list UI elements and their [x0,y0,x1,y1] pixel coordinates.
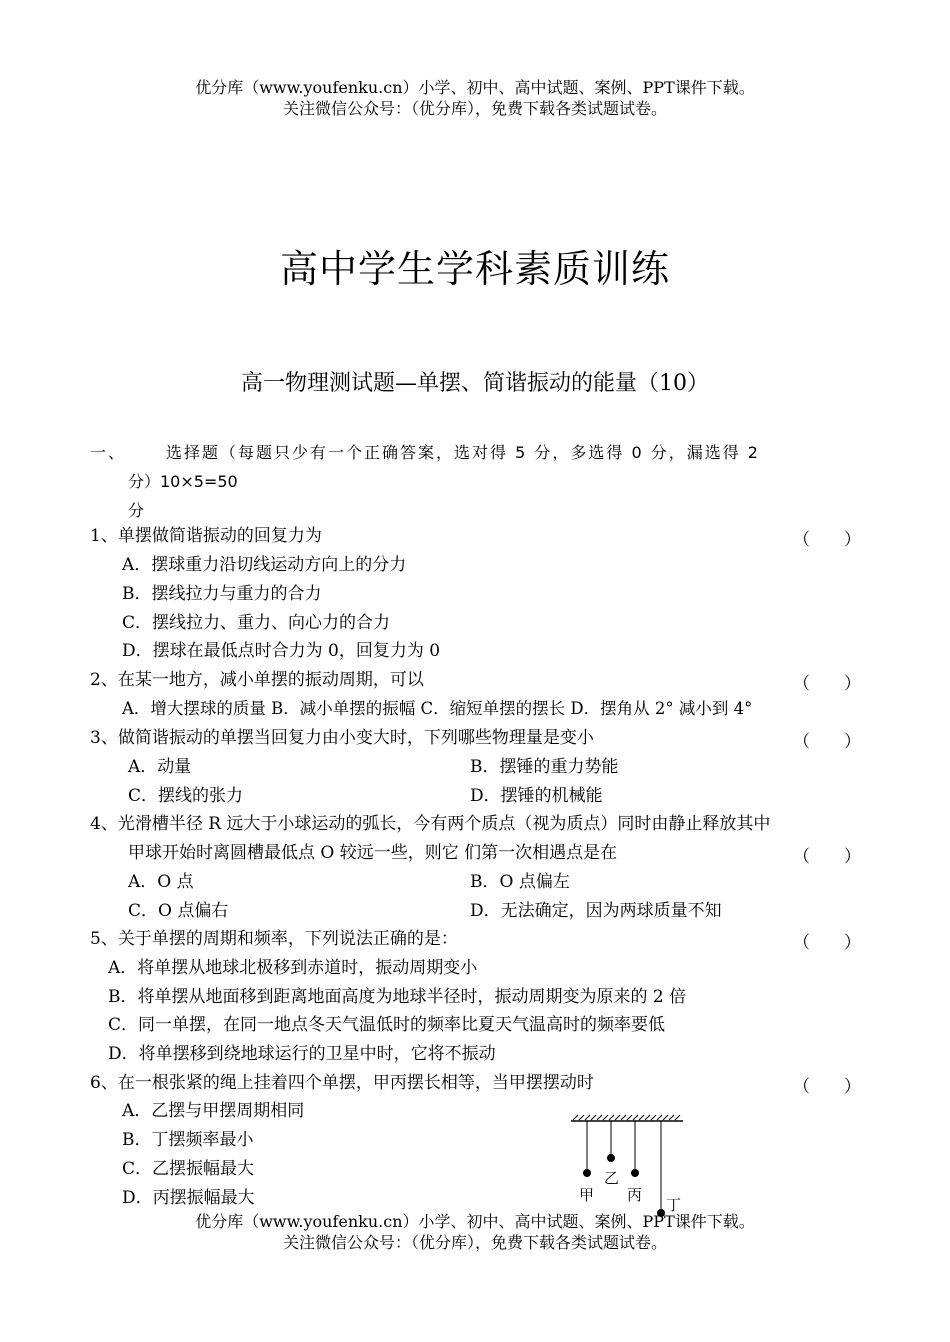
question-4-stem: 4、光滑槽半径 R 远大于小球运动的弧长，今有两个质点（视为质点）同时由静止释放其中 [90,814,771,834]
pendulum-ding [657,1121,681,1217]
answer-paren-5: （ ） [793,933,861,953]
q6-option-b: B．丁摆频率最小 [122,1130,254,1150]
section-instructions-cont2: 分 [128,501,147,520]
q6-option-c: C．乙摆振幅最大 [122,1159,255,1179]
answer-paren-4: （ ） [793,847,861,867]
q3-option-b: B．摆锤的重力势能 [470,757,619,777]
q5-option-b: B．将单摆从地面移到距离地面高度为地球半径时，振动周期变为原来的 2 倍 [108,987,687,1007]
q1-option-d: D．摆球在最低点时合力为 0，回复力为 0 [122,641,441,661]
q3-option-d: D．摆锤的机械能 [470,786,603,806]
pendulum-jia [579,1121,594,1204]
question-1-stem: 1、单摆做简谐振动的回复力为 [90,526,322,546]
q1-option-a: A．摆球重力沿切线运动方向上的分力 [122,555,407,575]
pendulum-bob-jia [583,1169,591,1177]
q6-option-d: D．丙摆振幅最大 [122,1188,255,1208]
question-5-stem: 5、关于单摆的周期和频率，下列说法正确的是： [90,929,458,949]
label-bing: 丙 [627,1186,643,1204]
section-instructions-cont: 分）10×5=50 [128,472,238,491]
page-title: 高中学生学科素质训练 [279,247,670,291]
question-3-stem: 3、做简谐振动的单摆当回复力由小变大时，下列哪些物理量是变小 [90,728,594,748]
section-instructions: 选择题（每题只少有一个正确答案，选对得 5 分，多选得 0 分，漏选得 2 [166,443,760,462]
footer-line-1: 优分库（www.youfenku.cn）小学、初中、高中试题、案例、PPT课件下载。 [195,1212,755,1231]
question-6-stem: 6、在一根张紧的绳上挂着四个单摆，甲丙摆长相等，当甲摆摆动时 [90,1073,594,1093]
answer-paren-1: （ ） [793,530,861,550]
q3-option-c: C．摆线的张力 [128,786,244,806]
pendulum-bob-yi [607,1154,615,1162]
q4-option-b: B．O 点偏左 [470,872,570,892]
label-yi: 乙 [604,1169,620,1187]
answer-paren-3: （ ） [793,732,861,752]
answer-paren-6: （ ） [793,1077,861,1097]
q1-option-c: C．摆线拉力、重力、向心力的合力 [122,613,391,633]
question-4-stem-cont: 甲球开始时离圆槽最低点 O 较远一些，则它 们第一次相遇点是在 [128,843,618,863]
pendulum-bob-bing [631,1169,639,1177]
footer-line-2: 关注微信公众号：（优分库），免费下载各类试题试卷。 [282,1233,667,1252]
answer-paren-2: （ ） [793,674,861,694]
q5-option-d: D．将单摆移到绕地球运行的卫星中时，它将不振动 [108,1044,496,1064]
q2-options: A．增大摆球的质量 B．减小单摆的振幅 C．缩短单摆的摆长 D．摆角从 2° 减小到 4° [122,699,753,718]
pendulum-yi [604,1121,619,1187]
section-number: 一、 [90,443,127,462]
q4-option-c: C．O 点偏右 [128,901,229,921]
page-subtitle: 高一物理测试题—单摆、简谐振动的能量（10） [241,371,709,396]
header-line-1: 优分库（www.youfenku.cn）小学、初中、高中试题、案例、PPT课件下载。 [195,78,755,97]
q1-option-b: B．摆线拉力与重力的合力 [122,584,322,604]
pendulum-bing [627,1121,642,1204]
pendulum-diagram [565,1112,685,1222]
question-2-stem: 2、在某一地方，减小单摆的振动周期，可以 [90,670,424,690]
q5-option-c: C．同一单摆，在同一地点冬天气温低时的频率比夏天气温高时的频率要低 [108,1015,666,1035]
header-line-2: 关注微信公众号：（优分库），免费下载各类试题试卷。 [282,99,667,118]
q6-option-a: A．乙摆与甲摆周期相同 [122,1101,305,1121]
ceiling-rope [571,1115,683,1121]
q4-option-d: D．无法确定，因为两球质量不知 [470,901,722,921]
q4-option-a: A．O 点 [128,872,194,892]
label-ding: 丁 [666,1196,682,1214]
q3-option-a: A．动量 [128,757,192,777]
q5-option-a: A．将单摆从地球北极移到赤道时，振动周期变小 [108,958,478,978]
label-jia: 甲 [579,1186,595,1204]
